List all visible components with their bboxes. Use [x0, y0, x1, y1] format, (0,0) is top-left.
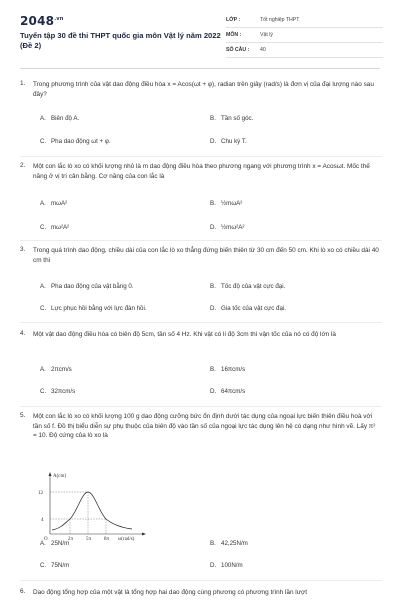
question-separator [20, 406, 382, 407]
option-letter: B. [210, 540, 216, 547]
question-text: Trong phương trình của vật dao động điều hòa x = Acos(ωt + φ), radian trên giây (rad/s) là đơn vị của đại lượng nào sau đây? [33, 81, 374, 98]
option-b[interactable] [210, 200, 242, 207]
y-axis-label: A(cm) [53, 474, 67, 479]
option-letter: A. [40, 115, 46, 122]
question-text: Trong quá trình dao động, chiều dài của con lắc lò xo thẳng đứng biến thiên từ 30 cm đến 50 cm. Khi lò xo có chiều dài 40 cm thì [33, 247, 379, 264]
option-text: 2πcm/s [51, 366, 72, 373]
option-text: mωA² [51, 200, 68, 207]
option-text: 25N/m [51, 540, 70, 547]
option-d[interactable] [210, 388, 245, 395]
option-c[interactable] [40, 388, 75, 395]
option-a[interactable] [40, 283, 134, 290]
document-meta [226, 13, 383, 58]
meta-row-subject [226, 28, 383, 43]
question-3 [20, 246, 382, 324]
option-b[interactable] [210, 283, 285, 290]
x-tick-label: 8π [104, 537, 110, 542]
y-axis-arrow [49, 472, 52, 476]
option-letter: B. [210, 115, 216, 122]
question-separator [20, 240, 382, 241]
option-text: Biên độ A. [51, 115, 80, 122]
option-d[interactable] [210, 138, 247, 145]
option-text: 75N/m [51, 562, 70, 569]
meta-key: SỐ CÂU : [226, 47, 250, 53]
option-letter: B. [210, 366, 216, 373]
question-text: Một con lắc lò xo có khối lượng 100 g dao động cưỡng bức ổn định dưới tác dụng của ngoại lực biến thiên điều hoà với tần số f. Đồ thị biểu diễn sự phụ thuộc của biên độ vào tần số của ngoại lực tác dụng lên hệ có dạng như hình vẽ. Lấy π² = 10. Độ cứng của lò xo là [33, 413, 376, 440]
meta-value: 40 [260, 47, 266, 53]
option-b[interactable] [210, 115, 253, 122]
option-a[interactable] [40, 366, 72, 373]
question-6 [20, 588, 382, 600]
y-tick-label: 4 [41, 518, 44, 523]
document-header [0, 0, 400, 64]
option-letter: C. [40, 224, 47, 231]
option-b[interactable] [210, 540, 248, 547]
option-c[interactable] [40, 562, 69, 569]
meta-row-count [226, 43, 383, 58]
question-separator [20, 580, 382, 581]
option-text: mω²A² [51, 224, 70, 231]
x-tick-label: 5π [86, 537, 92, 542]
document-title: Tuyển tập 30 đề thi THPT quốc gia môn Vật lý năm 2022 (Đề 2) [20, 31, 221, 50]
option-text: ½mωA² [221, 200, 243, 207]
question-2 [20, 162, 382, 240]
option-a[interactable] [40, 200, 67, 207]
option-letter: D. [210, 224, 217, 231]
question-number: 4. [20, 330, 26, 337]
question-text: Một con lắc lò xo có khối lượng nhỏ là m dao động điều hòa theo phương ngang với phương trình x = Acosωt. Mốc thế năng ở vị trí cân bằng. Cơ năng của con lắc là [33, 163, 370, 180]
option-letter: A. [40, 540, 46, 547]
y-tick-label: 12 [38, 491, 43, 496]
option-letter: C. [40, 305, 47, 312]
option-text: 100N/m [221, 562, 243, 569]
option-letter: C. [40, 388, 47, 395]
option-c[interactable] [40, 224, 69, 231]
option-text: Chu kỳ T. [221, 138, 247, 145]
option-letter: A. [40, 366, 46, 373]
option-c[interactable] [40, 138, 111, 145]
option-text: Gia tốc của vật cực đại. [221, 305, 287, 312]
x-tick-label: 2π [68, 537, 74, 542]
option-letter: C. [40, 138, 47, 145]
option-text: Pha dao động ωt + φ. [51, 138, 111, 145]
logo-suffix: .vn [54, 16, 64, 22]
question-4 [20, 330, 382, 408]
question-number: 5. [20, 412, 26, 419]
option-d[interactable] [210, 562, 243, 569]
site-logo[interactable] [20, 14, 64, 28]
option-letter: C. [40, 562, 47, 569]
option-letter: B. [210, 200, 216, 207]
question-text: Dao động tổng hợp của một vật là tổng hợp hai dao động cùng phương có phương trình lần lượt [33, 589, 307, 596]
question-number: 6. [20, 588, 26, 595]
option-letter: D. [210, 138, 217, 145]
option-text: Tần số góc. [221, 115, 254, 122]
meta-value: Tốt nghiệp THPT [260, 17, 300, 23]
meta-value: Vật lý [260, 32, 273, 38]
logo-text: 2048 [20, 14, 55, 28]
option-text: ½mω²A² [221, 224, 245, 231]
option-letter: B. [210, 283, 216, 290]
option-letter: D. [210, 562, 217, 569]
option-text: 42,25N/m [221, 540, 248, 547]
option-text: Tốc độ của vật cực đại. [221, 283, 286, 290]
question-1 [20, 80, 382, 158]
meta-row-class [226, 13, 383, 28]
meta-key: MÔN : [226, 32, 242, 38]
option-text: Pha dao động của vật bằng 0. [51, 283, 134, 290]
resonance-graph [32, 470, 162, 542]
option-d[interactable] [210, 224, 244, 231]
question-separator [20, 322, 382, 323]
option-a[interactable] [40, 115, 79, 122]
option-letter: A. [40, 200, 46, 207]
header-divider [20, 68, 380, 69]
question-number: 1. [20, 80, 26, 87]
option-letter: D. [210, 305, 217, 312]
question-5 [20, 412, 382, 584]
option-d[interactable] [210, 305, 286, 312]
option-text: 16πcm/s [221, 366, 246, 373]
option-b[interactable] [210, 366, 245, 373]
option-text: 64πcm/s [221, 388, 246, 395]
x-axis-label: ω(rad/s) [118, 537, 135, 542]
origin-label: O [44, 537, 48, 542]
meta-key: LỚP : [226, 17, 241, 23]
option-letter: D. [210, 388, 217, 395]
x-axis-arrow [142, 533, 146, 536]
option-c[interactable] [40, 305, 147, 312]
question-number: 3. [20, 246, 26, 253]
question-separator [20, 156, 382, 157]
option-text: Lực phục hồi bằng với lực đàn hồi. [51, 305, 147, 312]
option-text: 32πcm/s [51, 388, 76, 395]
question-text: Một vật dao động điều hòa có biên độ 5cm, tần số 4 Hz. Khi vật có li độ 3cm thì vận tốc của nó có độ lớn là [33, 331, 336, 338]
option-letter: A. [40, 283, 46, 290]
question-number: 2. [20, 162, 26, 169]
option-a[interactable] [40, 540, 69, 547]
amplitude-curve [52, 492, 132, 530]
